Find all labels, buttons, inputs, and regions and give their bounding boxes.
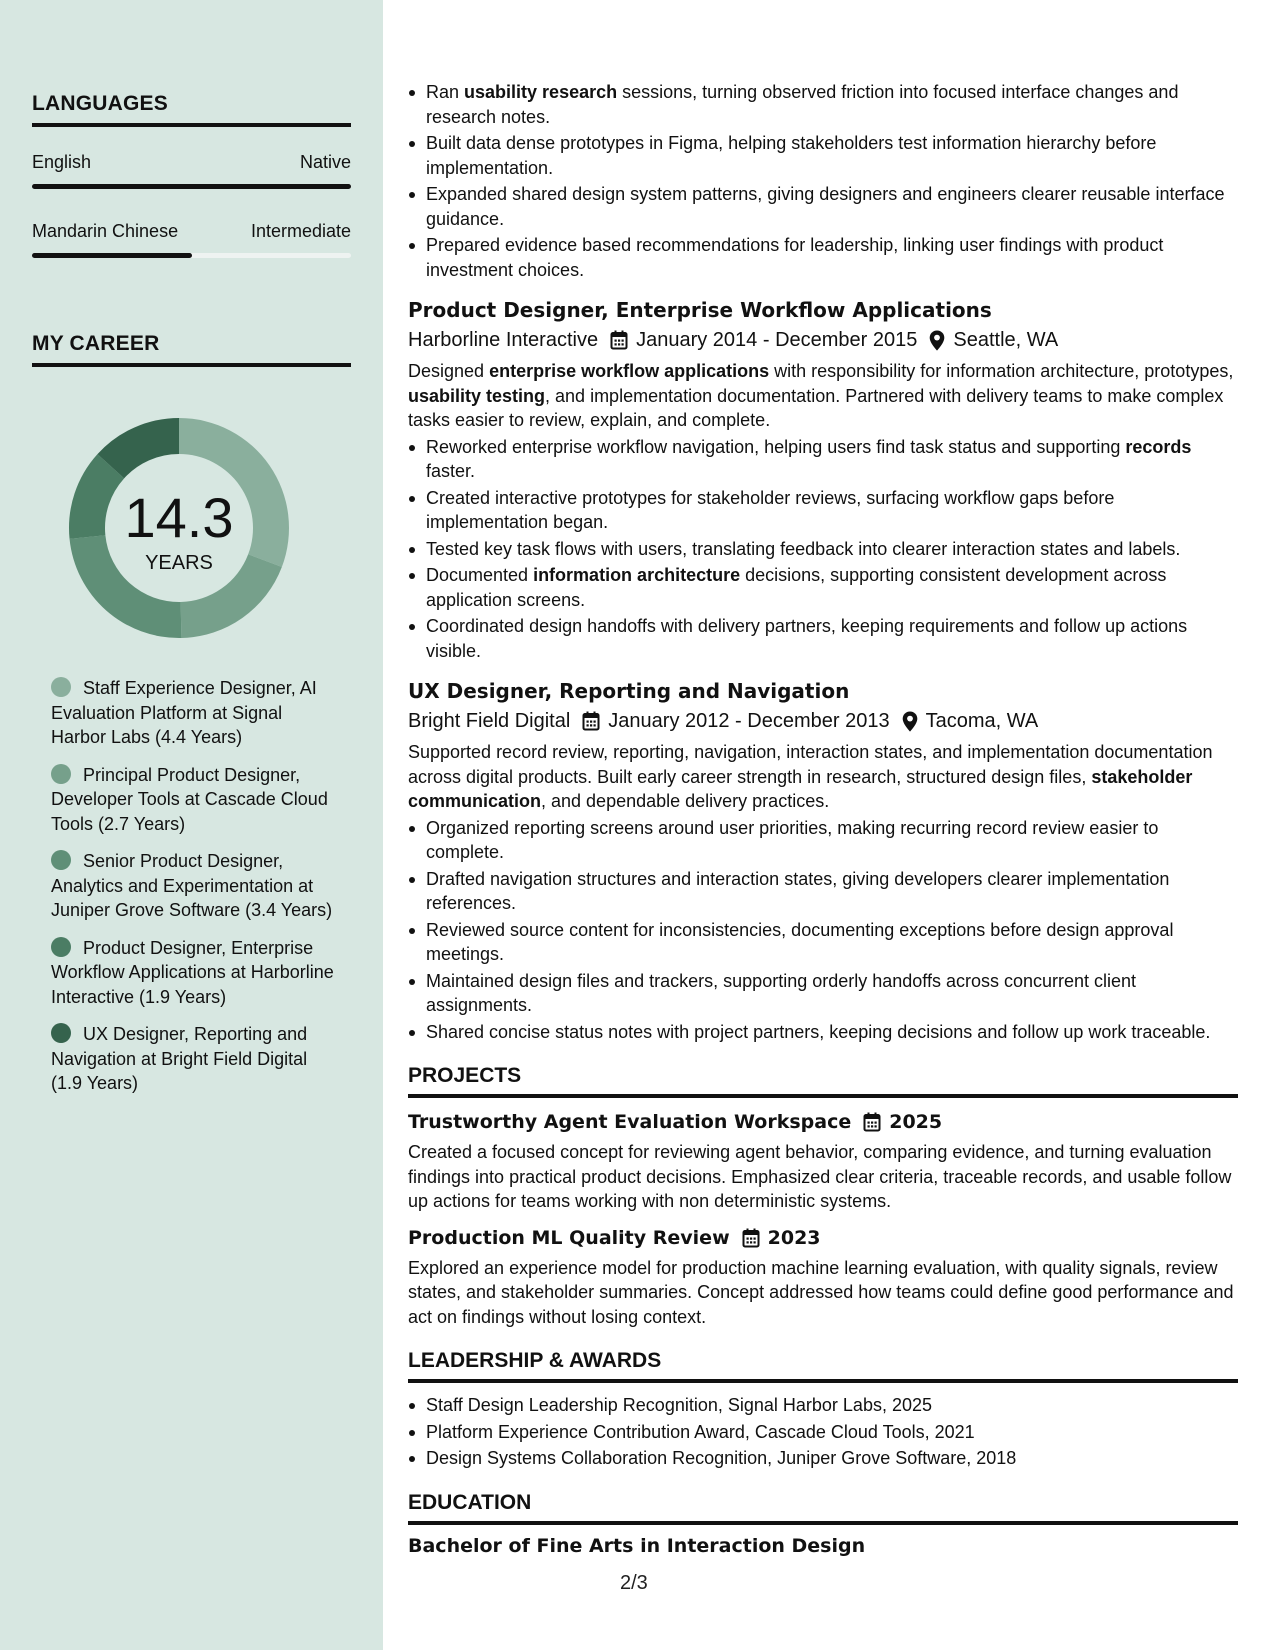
career-dot-icon — [51, 1023, 71, 1043]
job-location: Tacoma, WA — [925, 710, 1039, 732]
award-item: Platform Experience Contribution Award, Cascade Cloud Tools, 2021 — [408, 1420, 1238, 1445]
career-item-text: Senior Product Designer, Analytics and Experimentation at Juniper Grove Software (3.4 Years) — [51, 851, 333, 920]
career-item — [51, 1022, 341, 1096]
leadership-heading: LEADERSHIP & AWARDS — [408, 1349, 1238, 1383]
career-item-text: UX Designer, Reporting and Navigation at Bright Field Digital (1.9 Years) — [51, 1024, 308, 1093]
job-bullets — [408, 816, 1238, 1045]
career-item-text: Principal Product Designer, Developer Tools at Cascade Cloud Tools (2.7 Years) — [51, 764, 328, 834]
calendar-icon — [863, 1112, 881, 1132]
career-donut-center — [66, 415, 292, 641]
career-total: 14.3 — [124, 485, 234, 549]
project-year: 2025 — [889, 1111, 943, 1133]
language-bar-english — [32, 184, 351, 189]
job-bullets — [408, 435, 1238, 664]
project-description: Created a focused concept for reviewing agent behavior, comparing evidence, and turning evaluation findings into practical product decisions. Emphasized clear criteria, traceable records, and usable follow up actions for teams working with non deterministic systems. — [408, 1142, 1232, 1211]
bullet: Documented information architecture decisions, supporting consistent development across application screens. — [408, 563, 1238, 612]
bullet: Expanded shared design system patterns, giving designers and engineers clearer reusable interface guidance. — [408, 182, 1238, 231]
company: Harborline Interactive — [408, 329, 599, 351]
calendar-icon — [610, 330, 628, 350]
bullet: Ran usability research sessions, turning observed friction into focused interface changes and research notes. — [408, 80, 1238, 129]
job-dates: January 2014 - December 2015 — [636, 329, 918, 351]
calendar-icon — [742, 1228, 760, 1248]
location-pin-icon — [902, 711, 918, 732]
bullet: Reviewed source content for inconsistencies, documenting exceptions before design approval meetings. — [408, 918, 1238, 967]
career-list — [51, 676, 341, 1109]
bullet: Reworked enterprise workflow navigation, helping users find task status and supporting records faster. — [408, 435, 1238, 484]
job-meta — [408, 325, 1238, 355]
bullet: Coordinated design handoffs with delivery partners, keeping requirements and follow up actions visible. — [408, 614, 1238, 663]
job-description: Supported record review, reporting, navigation, interaction states, and implementation documentation across digital products. Built early career strength in research, structured design files, stakeholder communication, and dependable delivery practices. — [408, 742, 1213, 811]
languages-heading: LANGUAGES — [32, 92, 351, 127]
language-level: Intermediate — [250, 221, 351, 241]
award-item: Staff Design Leadership Recognition, Signal Harbor Labs, 2025 — [408, 1393, 1238, 1418]
bullet: Drafted navigation structures and interaction states, giving developers clearer implementation references. — [408, 867, 1238, 916]
job-meta — [408, 706, 1238, 736]
language-bar-mandarin — [32, 253, 351, 258]
education-heading: EDUCATION — [408, 1491, 1238, 1525]
award-item: Design Systems Collaboration Recognition, Juniper Grove Software, 2018 — [408, 1446, 1238, 1471]
career-item — [51, 936, 341, 1010]
job-location: Seattle, WA — [953, 329, 1059, 351]
degree: Bachelor of Fine Arts in Interaction Design — [408, 1534, 866, 1557]
language-english — [32, 152, 351, 173]
career-unit: YEARS — [145, 551, 213, 574]
career-item-text: Staff Experience Designer, AI Evaluation Platform at Signal Harbor Labs (4.4 Years) — [51, 678, 317, 747]
bullet: Built data dense prototypes in Figma, helping stakeholders test information hierarchy before implementation. — [408, 131, 1238, 180]
previous-job-bullets — [408, 80, 1238, 282]
career-item — [51, 676, 341, 750]
location-pin-icon — [929, 330, 945, 351]
project-description: Explored an experience model for production machine learning evaluation, with quality signals, review states, and stakeholder summaries. Concept addressed how teams could define good performance and act on findings without losing context. — [408, 1257, 1234, 1327]
bullet: Organized reporting screens around user priorities, making recurring record review easier to complete. — [408, 816, 1238, 865]
bullet: Created interactive prototypes for stakeholder reviews, surfacing workflow gaps before implementation began. — [408, 486, 1238, 535]
career-heading: MY CAREER — [32, 332, 351, 367]
project-title: Production ML Quality Review 2023 — [408, 1224, 1238, 1252]
career-item-text: Product Designer, Enterprise Workflow Applications at Harborline Interactive (1.9 Years) — [51, 937, 334, 1007]
language-bar-fill — [32, 253, 192, 258]
career-dot-icon — [51, 764, 71, 784]
page-number: 2/3 — [620, 1572, 648, 1594]
language-mandarin — [32, 221, 351, 242]
job-title: UX Designer, Reporting and Navigation — [408, 679, 850, 703]
job-dates: January 2012 - December 2013 — [608, 710, 890, 732]
company: Bright Field Digital — [408, 710, 571, 732]
projects-heading: PROJECTS — [408, 1064, 1238, 1098]
project-year: 2023 — [767, 1226, 821, 1249]
bullet: Tested key task flows with users, translating feedback into clearer interaction states and labels. — [408, 537, 1238, 562]
language-name: English — [32, 152, 92, 172]
calendar-icon — [582, 711, 600, 731]
job-description: Designed enterprise workflow applications with responsibility for information architecture, prototypes, usability testing, and implementation documentation. Partnered with delivery teams to make complex tasks easier to review, explain, and complete. — [408, 361, 1234, 430]
awards-list — [408, 1393, 1238, 1471]
language-level: Native — [299, 152, 351, 172]
career-dot-icon — [51, 677, 71, 697]
bullet: Maintained design files and trackers, supporting orderly handoffs across concurrent client assignments. — [408, 969, 1238, 1018]
career-donut — [66, 415, 292, 641]
bullet: Prepared evidence based recommendations for leadership, linking user findings with product investment choices. — [408, 233, 1238, 282]
job-title: Product Designer, Enterprise Workflow Applications — [408, 298, 992, 322]
sidebar — [0, 0, 383, 1650]
language-bar-fill — [32, 184, 351, 189]
career-dot-icon — [51, 850, 71, 870]
bullet: Shared concise status notes with project partners, keeping decisions and follow up work traceable. — [408, 1020, 1238, 1045]
career-item — [51, 849, 341, 923]
career-dot-icon — [51, 937, 71, 957]
project-title: Trustworthy Agent Evaluation Workspace 2025 — [408, 1108, 1238, 1136]
language-name: Mandarin Chinese — [32, 221, 179, 241]
main-content — [383, 0, 1275, 1650]
career-item — [51, 763, 341, 837]
